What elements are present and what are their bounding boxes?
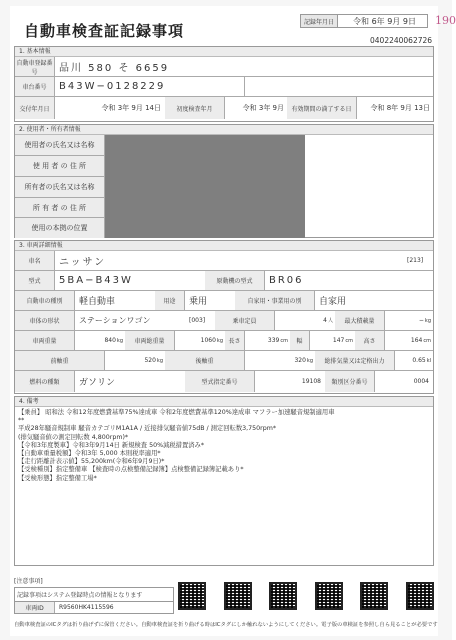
issued-label: 交付年月日 [15, 97, 55, 119]
kind-label: 自動車の種別 [15, 291, 75, 310]
model-label: 型式 [15, 271, 55, 290]
weight-label: 車両重量 [15, 331, 75, 350]
basic-info-heading: 1. 基本情報 [15, 47, 433, 57]
displacement-unit: kl [426, 357, 431, 364]
bottom-note: 自動車検査証のICタグは折り曲げずに保管ください。自動車検査証を折り曲げる時はICタグにしか触れないようにしてください。電子版の車検証を参照し自ら見ることが必要です [14, 622, 438, 628]
length-unit: cm [280, 337, 288, 344]
vehicle-detail-heading: 3. 車両詳細情報 [15, 241, 433, 251]
capacity-cell [275, 311, 335, 330]
plate-value: 品川 580 そ 6659 [59, 63, 170, 74]
user-owner-heading: 2. 使用者・所有者情報 [15, 125, 433, 135]
use-value: 乗用 [189, 297, 208, 307]
basic-info-section [14, 46, 434, 122]
first-registration-label: 初度検査年月 [165, 97, 225, 119]
document-title: 自動車検査証記録事項 [24, 22, 185, 40]
front-axle-label: 前軸重 [15, 351, 105, 370]
remark-line: 【乗員】 昭和法 令和12年度燃費基準75%達成車 令和2年度燃費基準120%達成車 マフラー加速騒音規制適用車 [18, 409, 335, 416]
width-label: 幅 [290, 331, 310, 350]
remark-line: 【令和3年度製車】令和3年9月14日 新規検査 50%減税措置済み* [18, 441, 205, 449]
body-label: 車体の形状 [15, 311, 75, 330]
qr-code-1 [178, 582, 206, 610]
maker-code: [213] [407, 257, 424, 264]
gross-weight-unit: kg [216, 337, 223, 344]
car-id-row [14, 602, 174, 614]
type-number-value: 19108 [301, 378, 321, 385]
height-value: 164 [410, 337, 423, 344]
weight-unit: kg [116, 337, 123, 344]
remark-line: 【受検形態】指定整備工場* [18, 474, 97, 482]
user-address-label: 使 用 者 の 住 所 [15, 156, 105, 177]
engine-label: 原動機の型式 [205, 271, 265, 290]
notes-heading: [注意事項] [14, 578, 43, 585]
capacity-unit: 人 [327, 318, 333, 324]
footer-notes [14, 576, 174, 614]
width-cell [310, 331, 355, 350]
kind-value: 軽自動車 [79, 297, 116, 307]
redaction-block [105, 135, 305, 238]
type-number-label: 型式指定番号 [185, 371, 255, 392]
fuel-value: ガソリン [79, 378, 116, 388]
max-load-cell [385, 311, 433, 330]
record-date-box [300, 14, 428, 28]
displacement-value: 0.65 [412, 357, 426, 364]
length-value: 339 [267, 337, 280, 344]
document-number: 0402240062726 [370, 36, 433, 45]
remarks-heading: 4. 備考 [15, 397, 433, 407]
car-id-value: R9560HK4115596 [59, 604, 114, 611]
weight-value: 840 [104, 337, 116, 344]
max-load-unit: kg [424, 317, 431, 324]
body-code: [003] [189, 317, 206, 324]
front-axle-unit: kg [156, 357, 163, 364]
gross-weight-label: 車両総重量 [125, 331, 175, 350]
displacement-label: 総排気量又は定格出力 [315, 351, 395, 370]
length-cell [245, 331, 290, 350]
max-load-value: − [418, 317, 424, 324]
width-unit: cm [345, 337, 353, 344]
class-number-label: 類別区分番号 [325, 371, 375, 392]
width-value: 147 [332, 337, 345, 344]
front-axle-cell [105, 351, 165, 370]
car-id-label: 車両ID [15, 602, 55, 613]
vehicle-detail-section [14, 240, 434, 394]
gross-weight-value: 1060 [200, 337, 216, 344]
maker-value: ニッサン [59, 257, 107, 268]
expiry-value: 令和 8年 9月 13日 [370, 104, 430, 112]
engine-value: BR06 [269, 275, 304, 286]
remark-line: 【受検種別】指定整備車 【検査時の点検整備記録簿】点検整備記録簿記載あり* [18, 466, 244, 474]
remark-line: ** [18, 417, 25, 425]
model-value: 5BA−B43W [59, 275, 133, 286]
maker-label: 車名 [15, 251, 55, 270]
qr-code-6 [406, 582, 434, 610]
user-owner-section [14, 124, 434, 238]
plate-label: 自動車登録番号 [15, 57, 55, 76]
user-name-label: 使用者の氏名又は名称 [15, 135, 105, 156]
class-number-value: 0004 [413, 378, 429, 385]
purpose-label: 自家用・事業用の別 [235, 291, 315, 310]
height-unit: cm [423, 337, 431, 344]
vin-value: B43W−0128229 [55, 77, 245, 96]
record-date-value: 令和 6年 9月 9日 [353, 16, 416, 26]
capacity-label: 乗車定員 [215, 311, 275, 330]
rear-axle-unit: kg [306, 357, 313, 364]
owner-address-label: 所 有 者 の 住 所 [15, 198, 105, 218]
remark-line: 平成28年騒音規制車 騒音カテゴリM1A1A / 近接排気騒音値75dB / 測定回転数3,750rpm* [18, 425, 277, 433]
length-label: 長さ [225, 331, 245, 350]
qr-code-row [178, 582, 434, 610]
rear-axle-value: 320 [294, 357, 306, 364]
rear-axle-cell [245, 351, 315, 370]
max-load-label: 最大積載量 [335, 311, 385, 330]
weight-cell [75, 331, 125, 350]
height-label: 高さ [355, 331, 385, 350]
remark-line: 【走行距離計表示値】55,200km(令和6年9月9日)* [18, 458, 165, 466]
handwritten-number: 190 [435, 14, 456, 27]
base-location-label: 使用の本拠の位置 [15, 218, 105, 238]
body-value: ステーションワゴン [79, 316, 151, 325]
issued-value: 令和 3年 9月 14日 [101, 104, 161, 112]
rear-axle-label: 後軸重 [165, 351, 245, 370]
qr-code-5 [360, 582, 388, 610]
front-axle-value: 520 [144, 357, 156, 364]
height-cell [385, 331, 433, 350]
user-owner-labels [15, 135, 105, 238]
gross-weight-cell [175, 331, 225, 350]
first-registration-value: 令和 3年 9月 [242, 104, 284, 112]
remark-line: (排気騒音値の測定回転数 4,800rpm)* [18, 433, 129, 441]
qr-code-4 [315, 582, 343, 610]
remarks-text [15, 407, 433, 485]
vin-label: 車台番号 [15, 77, 55, 96]
notes-text: 記録事項はシステム登録時点の情報となります [14, 587, 174, 602]
certificate-sheet [10, 6, 456, 636]
use-label: 用途 [155, 291, 185, 310]
remarks-section [14, 396, 434, 566]
owner-name-label: 所有者の氏名又は名称 [15, 177, 105, 198]
qr-code-3 [269, 582, 297, 610]
qr-code-2 [224, 582, 252, 610]
capacity-value: 4 [323, 317, 327, 324]
record-date-label: 記録年月日 [301, 15, 338, 27]
expiry-label: 有効期間の満了する日 [287, 97, 357, 119]
purpose-value: 自家用 [319, 297, 347, 307]
remark-line: 【自動車重量税額】令和3年 5,000 本則税率適用* [18, 450, 161, 458]
displacement-cell [395, 351, 433, 370]
fuel-label: 燃料の種類 [15, 371, 75, 392]
